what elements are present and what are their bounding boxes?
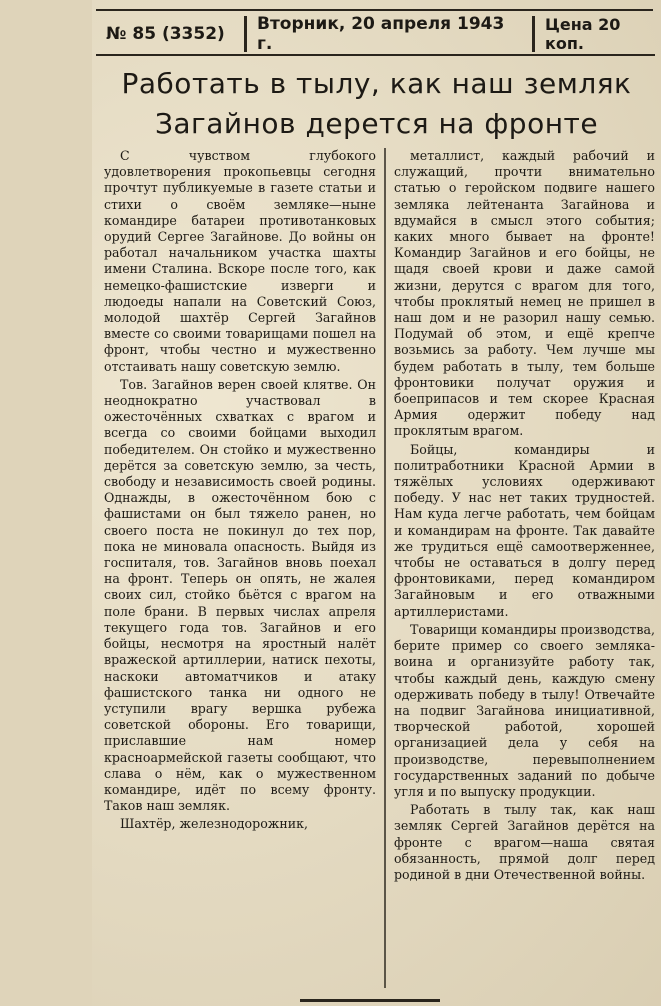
- bottom-rule: [300, 999, 440, 1002]
- top-rule: [96, 0, 653, 11]
- article-column-2: [386, 148, 655, 988]
- headline-line-2: Загайнов дерется на фронте: [154, 107, 599, 140]
- issue-price: Цена 20 коп.: [545, 15, 621, 53]
- column-divider: [384, 148, 386, 988]
- page-margin: [0, 0, 92, 1006]
- paragraph: металлист, каждый рабочий и служащий, прочти внимательно статью о геройском подвиге нашего земляка лейтенанта Загайнова и вдумайся в смысл этого события; каких много бывает на фронте! Командир Загайнов и его бойцы, не щадя своей крови и даже самой жизни, дерутся с врагом для того, чтобы проклятый немец не пришел в наш дом и не разорил нашу семью. Подумай об этом, и ещё крепче возьмись за работу. Чем лучше мы будем работать в тылу, тем больше фронтовики получат оружия и боеприпасов и тем скорее Красная Армия одержит победу над проклятым врагом.: [394, 148, 655, 439]
- paragraph: С чувством глубокого удовлетворения прокопьевцы сегодня прочтут публикуемые в газете статьи и стихи о своём земляке—ныне командире батареи противотанковых орудий Сергее Загайнове. До войны он работал начальником участка шахты имени Сталина. Вскоре после того, как немецко-фашистские изверги и людоеды напали на Советский Союз, молодой шахтёр Сергей Загайнов вместе со своими товарищами пошел на фронт, чтобы честно и мужественно отстаивать нашу советскую землю.: [104, 148, 376, 374]
- paragraph: Бойцы, командиры и политработники Красной Армии в тяжёлых условиях одерживают победу. У нас нет таких трудностей. Нам куда легче работать, чем бойцам и командирам на фронте. Так давайте же трудиться ещё самоотверженнее, чтобы не оставаться в долгу перед фронтовиками, перед командиром Загайновым и его отважными артиллеристами.: [394, 441, 655, 619]
- issue-number: № 85 (3352): [106, 24, 225, 44]
- paragraph: Товарищи командиры производства, берите пример со своего земляка-воина и организуйте работу так, чтобы каждый день, каждую смену одерживать победу в тылу! Отвечайте на подвиг Загайнова инициативной, творческой работой, хорошей организацией дела у себя на производстве, перевыполнением государственных заданий по добыче угля и по выпуску продукции.: [394, 621, 655, 799]
- headline-line-1: Работать в тылу, как наш земляк: [121, 67, 632, 100]
- masthead: [96, 14, 655, 56]
- paragraph: Тов. Загайнов верен своей клятве. Он неоднократно участвовал в ожесточённых схватках с врагом и всегда со своими бойцами выходил победителем. Он стойко и мужественно дерётся за советскую землю, за честь, свободу и независимость своей родины. Однажды, в ожесточённом бою с фашистами он был тяжело ранен, но своего поста не покинул до тех пор, пока не миновала опасность. Выйдя из госпиталя, тов. Загайнов вновь поехал на фронт. Теперь он опять, не жалея своих сил, стойко бьётся с врагом на поле брани. В первых числах апреля текущего года тов. Загайнов и его бойцы, несмотря на яростный налёт вражеской артиллерии, натиск пехоты, наскоки автоматчиков и атаку фашистского танка ни одного не уступили врагу вершка рубежа советской обороны. Его товарищи, приславшие нам номер красноармейской газеты сообщают, что слава о нём, как о мужественном командире, идёт по всему фронту. Таков наш земляк.: [104, 376, 376, 814]
- paragraph: Работать в тылу так, как наш земляк Сергей Загайнов дерётся на фронте с врагом—наша святая обязанность, прямой долг перед родиной в дни Отечественной войны.: [394, 802, 655, 882]
- article-headline: [100, 64, 653, 144]
- issue-date: Вторник, 20 апреля 1943 г.: [257, 14, 505, 54]
- paragraph: Шахтёр, железнодорожник,: [120, 816, 309, 832]
- article-column-1: [104, 148, 384, 988]
- article-body: [104, 148, 655, 988]
